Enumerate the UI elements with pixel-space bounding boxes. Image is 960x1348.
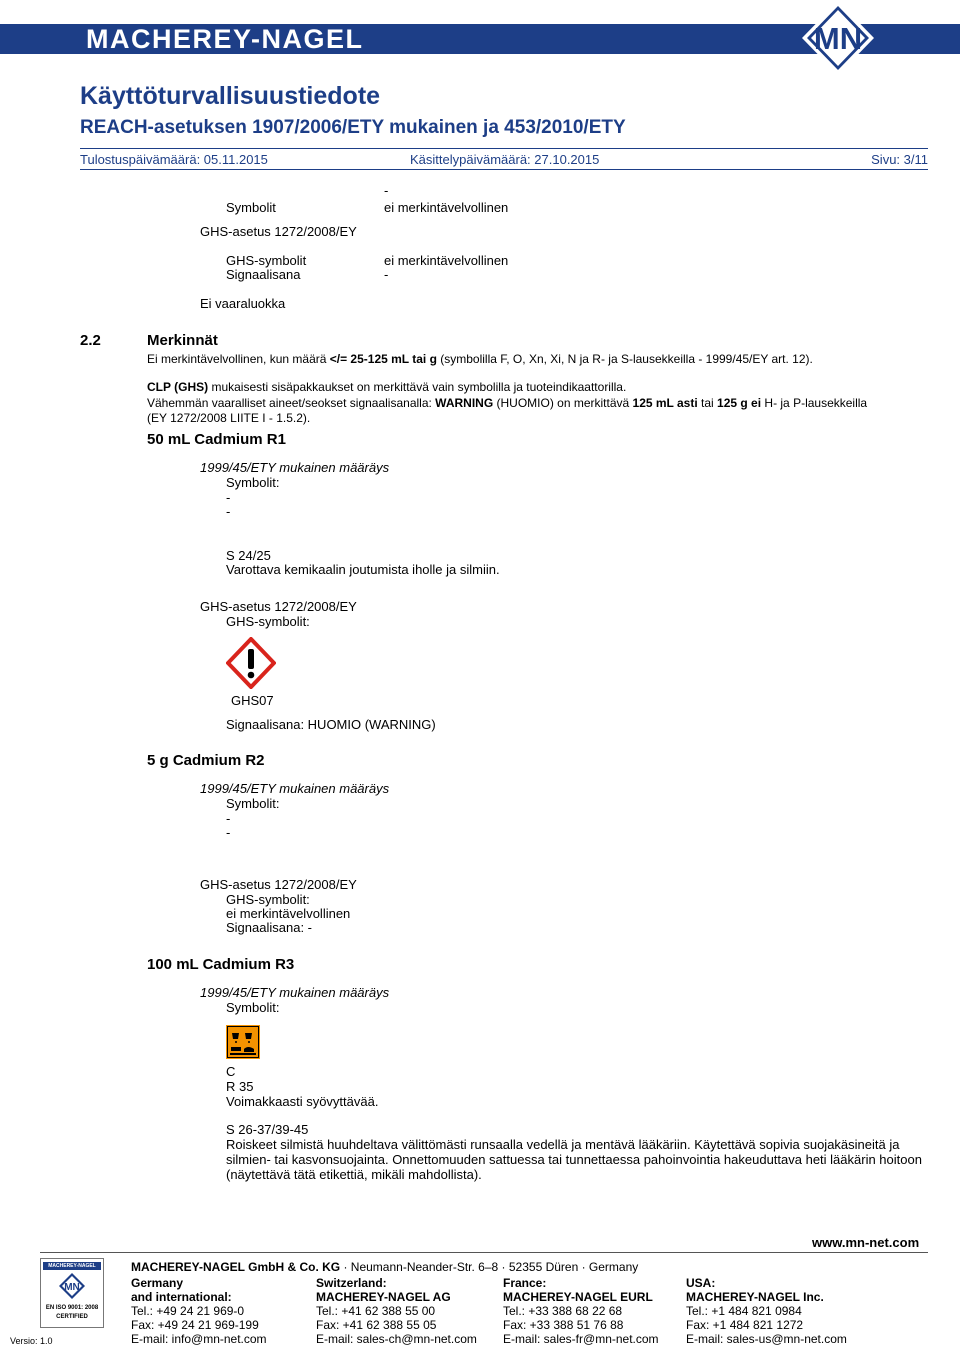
footer-company-line: MACHEREY-NAGEL GmbH & Co. KG · Neumann-Neander-Str. 6–8 · 52355 Düren · Germany xyxy=(131,1260,639,1274)
r1-dash-a: - xyxy=(226,490,231,505)
r1-ghs-code: GHS07 xyxy=(231,693,274,708)
r2-ghs-symbols-label: GHS-symbolit: xyxy=(226,892,310,907)
footer-col-email[interactable]: E-mail: sales-fr@mn-net.com xyxy=(503,1332,659,1346)
footer-column-usa xyxy=(686,1276,847,1346)
footer-col-tel: Tel.: +41 62 388 55 00 xyxy=(316,1304,436,1318)
labeling-note-1: Ei merkintävelvollinen, kun määrä </= 25-125 mL tai g (symbolilla F, O, Xn, Xi, N ja R- ja S-lausekkeilla - 1999/45/EY art. 12). xyxy=(147,352,813,366)
footer-col-fax: Fax: +1 484 821 1272 xyxy=(686,1318,804,1332)
signal-label: Signaalisana xyxy=(226,267,301,282)
cert-brand: MACHEREY-NAGEL xyxy=(43,1262,101,1270)
r3-heading: 100 mL Cadmium R3 xyxy=(147,956,295,973)
header-banner xyxy=(0,0,960,70)
footer-column-germany xyxy=(131,1276,267,1346)
document-title: Käyttöturvallisuustiedote xyxy=(80,82,381,110)
r3-s-text-2: silmien- tai kasvonsuojainta. Onnettomuuden sattuessa tai tunnettaessa pahoinvointia hakeuduttava heti lääkärin hoitoon xyxy=(226,1152,922,1167)
labeling-note-3: Vähemmän vaaralliset aineet/seokset signaalisanalla: WARNING (HUOMIO) on merkittävä 125 mL asti tai 125 g ei H- ja P-lausekkeilla xyxy=(147,396,868,410)
labeling-note-2: CLP (GHS) mukaisesti sisäpakkaukset on merkittävä vain symbolilla ja tuoteindikaattorilla. xyxy=(147,380,627,394)
header-rule-top xyxy=(80,148,928,149)
processing-date: Käsittelypäivämäärä: 27.10.2015 xyxy=(410,152,600,167)
footer-col-fax: Fax: +41 62 388 55 05 xyxy=(316,1318,437,1332)
r1-directive: 1999/45/ETY mukainen määräys xyxy=(200,460,390,475)
footer-col-email[interactable]: E-mail: info@mn-net.com xyxy=(131,1332,267,1346)
r3-r-text: Voimakkaasti syövyttävää. xyxy=(226,1094,379,1109)
r1-s-text: Varottava kemikaalin joutumista iholle ja silmiin. xyxy=(226,562,500,577)
mn-logo-icon xyxy=(778,0,898,70)
footer-col-subheading: MACHEREY-NAGEL EURL xyxy=(503,1290,653,1304)
r3-symbols-label: Symbolit: xyxy=(226,1000,280,1015)
hazard-class: Ei vaaraluokka xyxy=(200,296,286,311)
footer-col-heading: France: xyxy=(503,1276,547,1290)
print-date: Tulostuspäivämäärä: 05.11.2015 xyxy=(80,152,268,167)
symbols-label: Symbolit xyxy=(226,200,276,215)
r1-dash-b: - xyxy=(226,504,231,519)
r1-symbols-label: Symbolit: xyxy=(226,475,280,490)
ghs-symbols-label: GHS-symbolit xyxy=(226,253,307,268)
footer-col-heading: Switzerland: xyxy=(316,1276,387,1290)
page-number: Sivu: 3/11 xyxy=(871,152,928,167)
footer-col-tel: Tel.: +33 388 68 22 68 xyxy=(503,1304,623,1318)
r2-directive: 1999/45/ETY mukainen määräys xyxy=(200,781,390,796)
cert-line-1: EN ISO 9001: 2008 xyxy=(45,1305,99,1311)
footer-col-subheading: MACHEREY-NAGEL Inc. xyxy=(686,1290,824,1304)
footer-col-fax: Fax: +33 388 51 76 88 xyxy=(503,1318,624,1332)
r1-s-phrase: S 24/25 xyxy=(226,548,271,563)
document-subtitle: REACH-asetuksen 1907/2006/ETY mukainen ja 453/2010/ETY xyxy=(80,117,626,138)
logo-text: MN xyxy=(813,21,863,56)
r2-ghs-symbols-value: ei merkintävelvollinen xyxy=(226,906,351,921)
labeling-note-4: (EY 1272/2008 LIITE I - 1.5.2). xyxy=(147,411,311,425)
cert-line-2: CERTIFIED xyxy=(56,1314,88,1320)
signal-value: - xyxy=(384,267,389,282)
footer-col-tel: Tel.: +1 484 821 0984 xyxy=(686,1304,802,1318)
dash: - xyxy=(384,183,389,198)
r3-hazard-code: C xyxy=(226,1064,236,1079)
r3-s-text-1: Roiskeet silmistä huuhdeltava välittömästi runsaalla vedellä ja mentävä lääkäriin. Käytettävä sopivia suojakäsineitä ja xyxy=(226,1137,900,1152)
r2-ghs-regulation: GHS-asetus 1272/2008/EY xyxy=(200,877,357,892)
brand-name: MACHEREY-NAGEL xyxy=(86,24,364,54)
section-title: Merkinnät xyxy=(147,332,218,349)
symbols-value: ei merkintävelvollinen xyxy=(384,200,509,215)
version: Versio: 1.0 xyxy=(10,1336,53,1346)
cert-logo-text: MN xyxy=(64,1282,80,1293)
r2-symbols-label: Symbolit: xyxy=(226,796,280,811)
r2-heading: 5 g Cadmium R2 xyxy=(147,752,265,769)
footer-column-france xyxy=(503,1276,659,1346)
r2-dash-b: - xyxy=(226,825,231,840)
footer-col-tel: Tel.: +49 24 21 969-0 xyxy=(131,1304,245,1318)
corrosive-icon xyxy=(226,1025,260,1059)
footer-column-switzerland xyxy=(316,1276,477,1346)
footer-col-email[interactable]: E-mail: sales-ch@mn-net.com xyxy=(316,1332,477,1346)
footer-col-heading: Germany xyxy=(131,1276,184,1290)
footer-col-subheading: and international: xyxy=(131,1290,232,1304)
r3-s-phrase: S 26-37/39-45 xyxy=(226,1122,309,1137)
section-number: 2.2 xyxy=(80,332,101,349)
r3-r-phrase: R 35 xyxy=(226,1079,254,1094)
r1-ghs-regulation: GHS-asetus 1272/2008/EY xyxy=(200,599,357,614)
footer-col-fax: Fax: +49 24 21 969-199 xyxy=(131,1318,259,1332)
footer-col-subheading: MACHEREY-NAGEL AG xyxy=(316,1290,451,1304)
ghs-regulation: GHS-asetus 1272/2008/EY xyxy=(200,224,357,239)
r3-directive: 1999/45/ETY mukainen määräys xyxy=(200,985,390,1000)
r1-ghs-symbols-label: GHS-symbolit: xyxy=(226,614,310,629)
r1-heading: 50 mL Cadmium R1 xyxy=(147,431,286,448)
iso-certificate-badge xyxy=(40,1258,104,1328)
footer-col-email[interactable]: E-mail: sales-us@mn-net.com xyxy=(686,1332,847,1346)
cert-mn-logo-icon xyxy=(58,1272,86,1300)
header-rule-bottom xyxy=(80,169,928,170)
r2-dash-a: - xyxy=(226,811,231,826)
r2-signal: Signaalisana: - xyxy=(226,920,312,935)
ghs07-exclamation-icon xyxy=(226,637,276,689)
r3-s-text-3: (näytettävä tätä etikettiä, mikäli mahdollista). xyxy=(226,1167,482,1182)
r1-signal: Signaalisana: HUOMIO (WARNING) xyxy=(226,717,436,732)
footer-col-heading: USA: xyxy=(686,1276,716,1290)
footer-website[interactable]: www.mn-net.com xyxy=(812,1235,920,1250)
ghs-symbols-value: ei merkintävelvollinen xyxy=(384,253,509,268)
footer-rule xyxy=(40,1252,928,1253)
